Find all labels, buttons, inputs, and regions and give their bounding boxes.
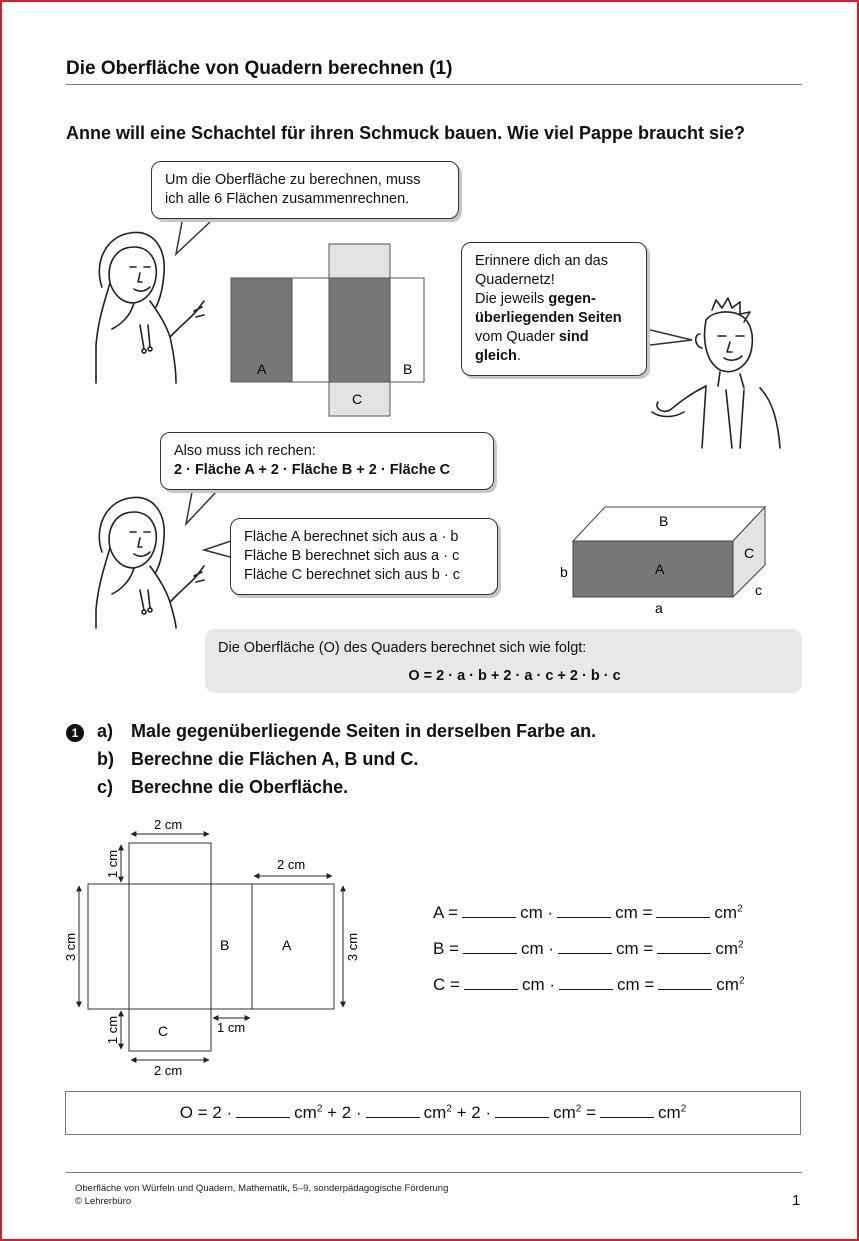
cuboid-edge-a-label: a bbox=[655, 600, 663, 616]
eq-c-blank-1[interactable] bbox=[464, 988, 518, 990]
cuboid-face-c-label: C bbox=[744, 545, 755, 561]
net1-top-face bbox=[329, 244, 390, 278]
task-c-label: c) bbox=[97, 777, 114, 797]
cuboid-3d-diagram bbox=[555, 505, 775, 620]
bubble2-line5-bold: sind bbox=[558, 329, 589, 345]
eq-c-unit-2: cm = bbox=[616, 975, 655, 994]
answer-part-2: + 2 · bbox=[327, 1103, 362, 1122]
dimensioned-net-diagram bbox=[55, 810, 375, 1085]
formula-intro: Die Oberfläche (O) des Quaders berechnet sich wie folgt: bbox=[218, 640, 587, 656]
bubble4-line3: Fläche C berechnet sich aus b · c bbox=[244, 567, 460, 583]
bubble2-line3-text: Die jeweils bbox=[475, 291, 549, 307]
task-c-text: Berechne die Oberfläche. bbox=[131, 777, 349, 797]
eq-a-unit-1: cm · bbox=[520, 903, 554, 922]
eq-b-blank-1[interactable] bbox=[463, 952, 517, 954]
eq-b-unit-1: cm · bbox=[521, 939, 555, 958]
answer-sup-4: 2 bbox=[680, 1103, 687, 1115]
bubble3-line2: 2 · Fläche A + 2 · Fläche B + 2 · Fläche C bbox=[174, 462, 451, 478]
net2-dim-bottom-left: 1 cm bbox=[105, 1015, 120, 1045]
answer-unit-2: cm bbox=[423, 1103, 447, 1122]
equation-row-a bbox=[433, 903, 743, 923]
task-b bbox=[97, 749, 418, 770]
bubble2-line6-bold: gleich bbox=[475, 348, 517, 364]
answer-part-1: O = 2 · bbox=[179, 1103, 233, 1122]
eq-a-unit-2: cm = bbox=[615, 903, 653, 922]
speech-bubble-2 bbox=[461, 242, 647, 376]
surface-formula: O = 2 · a · b + 2 · a · c + 2 · b · c bbox=[408, 668, 621, 684]
answer-blank-3[interactable] bbox=[495, 1116, 549, 1118]
bubble2-line6-text: . bbox=[516, 348, 521, 364]
bubble-tail-3 bbox=[180, 490, 230, 530]
net2-dim-left: 3 cm bbox=[63, 932, 78, 962]
net2-dim-bottom: 2 cm bbox=[154, 1063, 183, 1078]
task-b-text: Berechne die Flächen A, B und C. bbox=[131, 749, 419, 769]
bubble2-line3-bold: gegen- bbox=[548, 291, 596, 307]
task-a-text: Male gegenüberliegende Seiten in derselben Farbe an. bbox=[131, 721, 597, 741]
net1-label-a: A bbox=[257, 361, 267, 377]
bubble2-line1: Erinnere dich an das bbox=[475, 253, 608, 269]
eq-a-sup: 2 bbox=[737, 903, 743, 915]
footer-text bbox=[75, 1182, 448, 1208]
answer-equals: = bbox=[586, 1103, 597, 1122]
bubble3-line1: Also muss ich rechen: bbox=[174, 443, 316, 459]
net2-label-a: A bbox=[282, 937, 292, 953]
task-a-label: a) bbox=[97, 721, 114, 741]
boy-illustration bbox=[640, 290, 790, 450]
footer-line-1: Oberfläche von Würfeln und Quadern, Mathematik, 5–9, sonderpädagogische Förderung bbox=[75, 1183, 449, 1194]
task-number-badge: 1 bbox=[66, 724, 84, 742]
answer-blank-1[interactable] bbox=[236, 1116, 290, 1118]
net2-left-face bbox=[88, 884, 129, 1009]
page-number: 1 bbox=[792, 1192, 801, 1209]
net2-dim-top: 2 cm bbox=[154, 817, 183, 832]
footer-divider bbox=[66, 1172, 802, 1173]
bubble-tail-1 bbox=[170, 218, 220, 258]
eq-c-var: C = bbox=[433, 975, 460, 994]
eq-c-unit-1: cm · bbox=[521, 975, 555, 994]
eq-b-sup: 2 bbox=[738, 939, 744, 951]
task-c bbox=[97, 777, 348, 798]
equation-row-b bbox=[433, 939, 744, 959]
eq-b-blank-2[interactable] bbox=[558, 952, 612, 954]
answer-blank-2[interactable] bbox=[366, 1116, 420, 1118]
eq-c-blank-2[interactable] bbox=[559, 988, 613, 990]
net2-label-c: C bbox=[158, 1023, 169, 1039]
eq-c-blank-3[interactable] bbox=[658, 988, 712, 990]
speech-bubble-3 bbox=[160, 432, 494, 490]
eq-b-unit-2: cm = bbox=[616, 939, 654, 958]
net2-center-face bbox=[129, 884, 211, 1009]
answer-unit-1: cm bbox=[294, 1103, 317, 1122]
net2-top-face bbox=[129, 843, 211, 884]
answer-blank-4[interactable] bbox=[600, 1116, 654, 1118]
net2-face-a bbox=[252, 884, 334, 1009]
eq-c-unit-3: cm bbox=[716, 975, 739, 994]
title-divider bbox=[66, 84, 802, 85]
answer-part-3: + 2 · bbox=[456, 1103, 492, 1122]
net1-label-c: C bbox=[352, 391, 363, 407]
cuboid-top-face bbox=[573, 507, 765, 541]
net2-dim-right-top: 2 cm bbox=[277, 857, 306, 872]
speech-bubble-4 bbox=[230, 518, 498, 595]
cuboid-edge-c-label: c bbox=[755, 582, 762, 598]
eq-a-unit-3: cm bbox=[714, 903, 738, 922]
net1-face-a-center bbox=[329, 278, 390, 382]
net2-label-b: B bbox=[220, 937, 230, 953]
eq-a-var: A = bbox=[433, 903, 459, 922]
task-b-label: b) bbox=[97, 749, 114, 769]
eq-a-blank-2[interactable] bbox=[557, 916, 611, 918]
page-title: Die Oberfläche von Quadern berechnen (1) bbox=[66, 58, 453, 79]
intro-question: Anne will eine Schachtel für ihren Schmuck bauen. Wie viel Pappe braucht sie? bbox=[66, 123, 746, 143]
eq-c-sup: 2 bbox=[738, 975, 745, 987]
cuboid-front-face bbox=[573, 541, 733, 597]
eq-b-unit-3: cm bbox=[715, 939, 739, 958]
answer-unit-4: cm bbox=[658, 1103, 681, 1122]
bubble1-line1: Um die Oberfläche zu berechnen, muss bbox=[165, 172, 421, 188]
answer-sup-2: 2 bbox=[446, 1103, 452, 1115]
speech-bubble-1 bbox=[151, 161, 459, 219]
net1-label-b: B bbox=[403, 361, 413, 377]
bubble2-line2: Quadernetz! bbox=[475, 272, 555, 288]
footer-line-2: © Lehrerbüro bbox=[75, 1196, 132, 1207]
answer-sup-3: 2 bbox=[575, 1103, 582, 1115]
eq-a-blank-1[interactable] bbox=[462, 916, 516, 918]
net2-face-b bbox=[211, 884, 252, 1009]
cuboid-face-b-label: B bbox=[659, 513, 669, 529]
net2-dim-right: 3 cm bbox=[345, 932, 360, 962]
eq-a-blank-3[interactable] bbox=[656, 916, 710, 918]
task-a bbox=[97, 721, 596, 742]
bubble4-line1: Fläche A berechnet sich aus a · b bbox=[244, 529, 459, 545]
cuboid-edge-b-label: b bbox=[560, 564, 568, 580]
cuboid-face-a-label: A bbox=[655, 561, 665, 577]
net2-dim-top-left: 1 cm bbox=[105, 849, 120, 879]
bubble2-line5-text: vom Quader bbox=[475, 329, 559, 345]
cuboid-net-diagram bbox=[220, 235, 435, 420]
eq-b-var: B = bbox=[433, 939, 459, 958]
bubble2-line4-bold: überliegenden Seiten bbox=[475, 310, 622, 326]
surface-answer-line bbox=[65, 1103, 801, 1123]
equation-row-c bbox=[433, 975, 745, 995]
bubble4-line2: Fläche B berechnet sich aus a · c bbox=[244, 548, 460, 564]
answer-sup-1: 2 bbox=[316, 1103, 323, 1115]
net2-dim-bottom-mid: 1 cm bbox=[217, 1020, 246, 1035]
net2-face-c bbox=[129, 1009, 211, 1051]
answer-unit-3: cm bbox=[553, 1103, 576, 1122]
bubble1-line2: ich alle 6 Flächen zusammenrechnen. bbox=[165, 191, 410, 207]
net1-side-left bbox=[292, 278, 329, 382]
eq-b-blank-3[interactable] bbox=[657, 952, 711, 954]
bubble-tail-2 bbox=[640, 326, 696, 350]
